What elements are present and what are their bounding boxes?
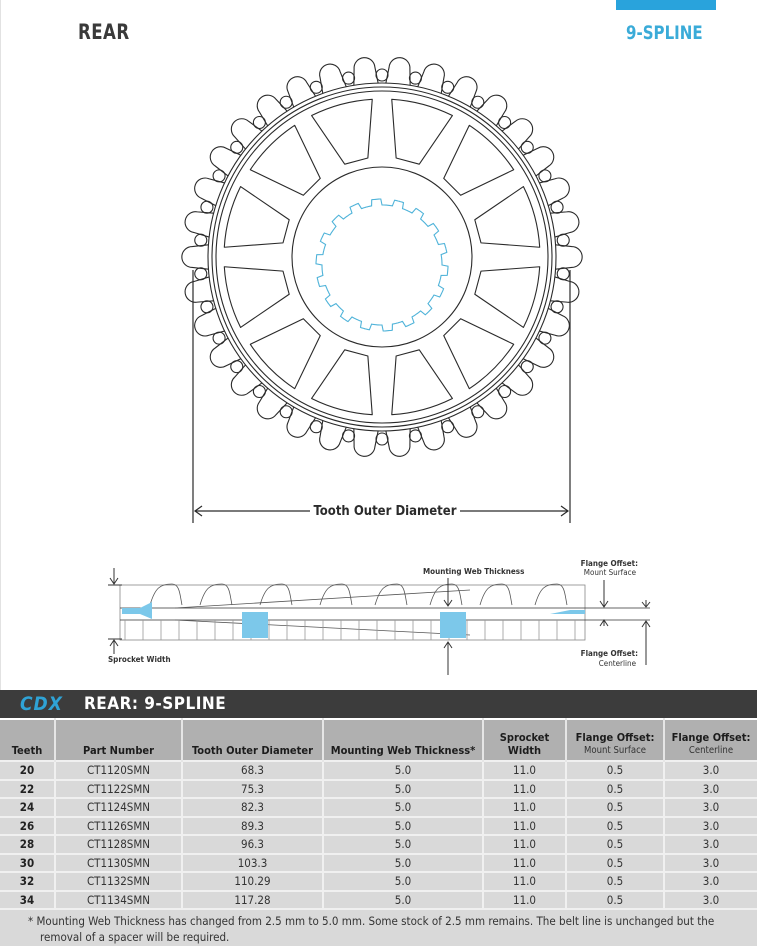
cell-flange-center: 3.0 xyxy=(664,891,757,909)
cell-web-thickness: 5.0 xyxy=(323,872,483,891)
spline-profile xyxy=(316,199,448,331)
spec-table-section xyxy=(0,690,757,946)
table-row xyxy=(0,780,757,799)
footnote: * Mounting Web Thickness has changed from 2.5 mm to 5.0 mm. Some stock of 2.5 mm remains. The belt line is unchanged but the removal of a spacer will be required. xyxy=(0,908,757,946)
cell-tooth-od: 68.3 xyxy=(182,761,323,780)
cell-part-number: CT1130SMN xyxy=(55,854,182,873)
cell-flange-mount: 0.5 xyxy=(566,854,664,873)
sprocket-width-label: Sprocket Width xyxy=(108,655,171,664)
cell-teeth: 24 xyxy=(0,798,55,817)
cell-teeth: 34 xyxy=(0,891,55,909)
table-header-row xyxy=(0,719,757,761)
flange-center-label: Flange Offset: xyxy=(580,649,638,658)
cell-flange-center: 3.0 xyxy=(664,817,757,836)
table-row xyxy=(0,854,757,873)
flange-center-sublabel: Centerline xyxy=(598,659,636,668)
mounting-web-label: Mounting Web Thickness xyxy=(423,567,525,576)
sprocket-teeth xyxy=(182,58,582,457)
table-row xyxy=(0,835,757,854)
page-title-rear: REAR xyxy=(78,20,130,44)
sprocket-front-view xyxy=(182,58,582,457)
cell-sprocket-width: 11.0 xyxy=(483,854,566,873)
cell-part-number: CT1126SMN xyxy=(55,817,182,836)
col-header-sprocket-width: Sprocket Width xyxy=(483,719,566,761)
table-title: REAR: 9-SPLINE xyxy=(84,694,227,714)
cell-part-number: CT1120SMN xyxy=(55,761,182,780)
table-row xyxy=(0,761,757,780)
cell-web-thickness: 5.0 xyxy=(323,854,483,873)
col-header-teeth: Teeth xyxy=(0,719,55,761)
cell-flange-mount: 0.5 xyxy=(566,835,664,854)
cell-sprocket-width: 11.0 xyxy=(483,835,566,854)
cell-teeth: 28 xyxy=(0,835,55,854)
col-header-flange-center: Flange Offset: Centerline xyxy=(664,719,757,761)
cell-teeth: 22 xyxy=(0,780,55,799)
cell-part-number: CT1134SMN xyxy=(55,891,182,909)
cell-teeth: 30 xyxy=(0,854,55,873)
col-header-part-number: Part Number xyxy=(55,719,182,761)
cell-sprocket-width: 11.0 xyxy=(483,798,566,817)
cell-web-thickness: 5.0 xyxy=(323,835,483,854)
cell-tooth-od: 103.3 xyxy=(182,854,323,873)
cell-part-number: CT1124SMN xyxy=(55,798,182,817)
col-header-flange-mount: Flange Offset: Mount Surface xyxy=(566,719,664,761)
cell-flange-center: 3.0 xyxy=(664,872,757,891)
cell-sprocket-width: 11.0 xyxy=(483,872,566,891)
cell-web-thickness: 5.0 xyxy=(323,798,483,817)
table-row xyxy=(0,798,757,817)
table-title-bar xyxy=(0,690,757,718)
cell-tooth-od: 82.3 xyxy=(182,798,323,817)
cell-flange-mount: 0.5 xyxy=(566,891,664,909)
cell-flange-mount: 0.5 xyxy=(566,817,664,836)
cell-sprocket-width: 11.0 xyxy=(483,891,566,909)
cell-part-number: CT1122SMN xyxy=(55,780,182,799)
cell-tooth-od: 96.3 xyxy=(182,835,323,854)
side-lines xyxy=(125,620,575,640)
cell-flange-center: 3.0 xyxy=(664,780,757,799)
sprocket-windows xyxy=(224,99,539,414)
col-header-web-thickness: Mounting Web Thickness* xyxy=(323,719,483,761)
side-teeth xyxy=(150,584,567,605)
cell-sprocket-width: 11.0 xyxy=(483,817,566,836)
cell-flange-center: 3.0 xyxy=(664,798,757,817)
table-row xyxy=(0,891,757,909)
cell-flange-mount: 0.5 xyxy=(566,761,664,780)
cell-part-number: CT1132SMN xyxy=(55,872,182,891)
cell-teeth: 32 xyxy=(0,872,55,891)
cell-flange-center: 3.0 xyxy=(664,854,757,873)
brand-logo: CDX xyxy=(20,693,63,715)
page-title-spline: 9-SPLINE xyxy=(626,22,703,44)
cell-teeth: 26 xyxy=(0,817,55,836)
cell-flange-mount: 0.5 xyxy=(566,780,664,799)
cell-flange-center: 3.0 xyxy=(664,761,757,780)
cell-web-thickness: 5.0 xyxy=(323,817,483,836)
table-row xyxy=(0,817,757,836)
tooth-od-label: Tooth Outer Diameter xyxy=(313,504,457,519)
cell-flange-mount: 0.5 xyxy=(566,872,664,891)
cell-flange-center: 3.0 xyxy=(664,835,757,854)
cell-web-thickness: 5.0 xyxy=(323,761,483,780)
cell-part-number: CT1128SMN xyxy=(55,835,182,854)
cell-tooth-od: 117.28 xyxy=(182,891,323,909)
cell-tooth-od: 75.3 xyxy=(182,780,323,799)
cell-tooth-od: 110.29 xyxy=(182,872,323,891)
col-header-tooth-od: Tooth Outer Diameter xyxy=(182,719,323,761)
cell-teeth: 20 xyxy=(0,761,55,780)
cell-flange-mount: 0.5 xyxy=(566,798,664,817)
flange-mount-label: Flange Offset: xyxy=(580,559,638,568)
tooth-od-dimension xyxy=(193,270,570,523)
table-body xyxy=(0,761,757,908)
flange-mount-sublabel: Mount Surface xyxy=(583,568,636,577)
dimension-arrows xyxy=(108,568,650,675)
table-row xyxy=(0,872,757,891)
spec-table xyxy=(0,718,757,908)
cell-tooth-od: 89.3 xyxy=(182,817,323,836)
cell-web-thickness: 5.0 xyxy=(323,780,483,799)
cell-sprocket-width: 11.0 xyxy=(483,761,566,780)
cell-sprocket-width: 11.0 xyxy=(483,780,566,799)
cell-web-thickness: 5.0 xyxy=(323,891,483,909)
